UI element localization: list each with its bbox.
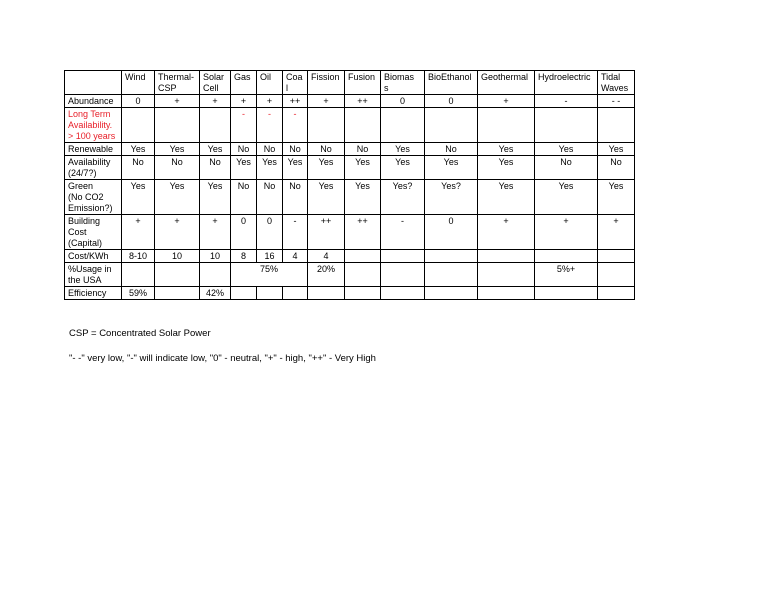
table-cell: + bbox=[598, 215, 635, 250]
table-cell bbox=[381, 287, 425, 300]
row-label: Cost/KWh bbox=[65, 250, 122, 263]
table-cell: + bbox=[122, 215, 155, 250]
table-cell bbox=[478, 263, 535, 287]
table-cell: Yes bbox=[478, 156, 535, 180]
table-cell: Yes bbox=[345, 180, 381, 215]
table-cell bbox=[345, 108, 381, 143]
table-cell: + bbox=[535, 215, 598, 250]
table-cell: Yes bbox=[308, 156, 345, 180]
table-row bbox=[65, 180, 635, 215]
table-cell: Yes bbox=[155, 180, 200, 215]
column-header: Oil bbox=[257, 71, 283, 95]
column-header: Fission bbox=[308, 71, 345, 95]
table-cell bbox=[155, 263, 200, 287]
table-cell: 16 bbox=[257, 250, 283, 263]
table-cell bbox=[257, 287, 283, 300]
table-cell: 8-10 bbox=[122, 250, 155, 263]
table-cell: 0 bbox=[381, 95, 425, 108]
header-row bbox=[65, 71, 635, 95]
table-cell: Yes bbox=[231, 156, 257, 180]
table-cell: No bbox=[231, 143, 257, 156]
table-cell: 0 bbox=[425, 215, 478, 250]
csp-footnote: CSP = Concentrated Solar Power bbox=[69, 328, 211, 339]
table-cell: 0 bbox=[425, 95, 478, 108]
table-cell bbox=[478, 287, 535, 300]
table-cell bbox=[598, 263, 635, 287]
table-cell bbox=[155, 108, 200, 143]
table-cell: Yes bbox=[535, 143, 598, 156]
table-cell: Yes bbox=[200, 180, 231, 215]
table-row bbox=[65, 143, 635, 156]
table-cell bbox=[200, 263, 231, 287]
row-label: %Usage in the USA bbox=[65, 263, 122, 287]
table-cell: No bbox=[257, 143, 283, 156]
column-header: Tidal Waves bbox=[598, 71, 635, 95]
table-cell: 5%+ bbox=[535, 263, 598, 287]
table-cell bbox=[308, 287, 345, 300]
table-cell bbox=[122, 263, 155, 287]
row-label: Renewable bbox=[65, 143, 122, 156]
table-cell bbox=[535, 250, 598, 263]
table-cell: No bbox=[345, 143, 381, 156]
table-cell: No bbox=[425, 143, 478, 156]
column-header: Hydroelectric bbox=[535, 71, 598, 95]
table-cell bbox=[231, 287, 257, 300]
table-cell bbox=[425, 263, 478, 287]
energy-comparison-table bbox=[64, 70, 635, 300]
row-label: Green (No CO2 Emission?) bbox=[65, 180, 122, 215]
table-cell bbox=[381, 250, 425, 263]
table-cell: No bbox=[598, 156, 635, 180]
column-header: Solar Cell bbox=[200, 71, 231, 95]
table-cell: 0 bbox=[231, 215, 257, 250]
table-cell bbox=[381, 108, 425, 143]
table-cell: - bbox=[257, 108, 283, 143]
table-cell bbox=[381, 263, 425, 287]
table-cell: Yes? bbox=[425, 180, 478, 215]
table-cell: Yes bbox=[155, 143, 200, 156]
table-cell: 42% bbox=[200, 287, 231, 300]
table-row bbox=[65, 287, 635, 300]
table-cell: 59% bbox=[122, 287, 155, 300]
table-cell: ++ bbox=[345, 95, 381, 108]
table-cell: - bbox=[283, 215, 308, 250]
table-cell bbox=[598, 250, 635, 263]
row-label: Abundance bbox=[65, 95, 122, 108]
table-cell bbox=[425, 287, 478, 300]
table-cell bbox=[535, 287, 598, 300]
table-cell: 4 bbox=[283, 250, 308, 263]
table-cell bbox=[478, 108, 535, 143]
table-cell: - bbox=[231, 108, 257, 143]
table-cell: Yes? bbox=[381, 180, 425, 215]
table-cell: + bbox=[200, 215, 231, 250]
table-cell bbox=[345, 287, 381, 300]
table-cell: + bbox=[155, 95, 200, 108]
table-cell: + bbox=[478, 215, 535, 250]
table-cell: Yes bbox=[257, 156, 283, 180]
table-cell bbox=[598, 108, 635, 143]
table-row bbox=[65, 263, 635, 287]
table-row bbox=[65, 108, 635, 143]
table-cell: 10 bbox=[200, 250, 231, 263]
table-cell: No bbox=[535, 156, 598, 180]
table-cell: ++ bbox=[308, 215, 345, 250]
row-label: Availability (24/7?) bbox=[65, 156, 122, 180]
table-cell: Yes bbox=[200, 143, 231, 156]
row-label: Efficiency bbox=[65, 287, 122, 300]
table-cell: Yes bbox=[308, 180, 345, 215]
table-cell: No bbox=[122, 156, 155, 180]
table-cell: - bbox=[535, 95, 598, 108]
table-row bbox=[65, 250, 635, 263]
table-cell bbox=[425, 108, 478, 143]
table-cell: Yes bbox=[535, 180, 598, 215]
table-cell bbox=[200, 108, 231, 143]
table-cell: + bbox=[478, 95, 535, 108]
table-cell: No bbox=[257, 180, 283, 215]
table-cell: 10 bbox=[155, 250, 200, 263]
table-cell bbox=[308, 108, 345, 143]
symbol-legend-note: "- -" very low, "-" will indicate low, "0" - neutral, "+" - high, "++" - Very High bbox=[69, 353, 376, 364]
column-header: Thermal- CSP bbox=[155, 71, 200, 95]
table-row bbox=[65, 215, 635, 250]
table-cell: Yes bbox=[598, 180, 635, 215]
table-cell: 75% bbox=[231, 263, 308, 287]
table-cell: Yes bbox=[345, 156, 381, 180]
table-cell bbox=[345, 263, 381, 287]
table-cell: + bbox=[308, 95, 345, 108]
table-cell bbox=[478, 250, 535, 263]
table-cell bbox=[283, 287, 308, 300]
table-cell: ++ bbox=[345, 215, 381, 250]
table-cell bbox=[155, 287, 200, 300]
table-cell bbox=[345, 250, 381, 263]
table-cell: 4 bbox=[308, 250, 345, 263]
table-cell: No bbox=[155, 156, 200, 180]
column-header: Geothermal bbox=[478, 71, 535, 95]
table-row bbox=[65, 156, 635, 180]
table-cell bbox=[535, 108, 598, 143]
table-cell: No bbox=[283, 143, 308, 156]
table-cell: Yes bbox=[478, 143, 535, 156]
table-cell: + bbox=[231, 95, 257, 108]
table-cell: Yes bbox=[122, 143, 155, 156]
table-cell: ++ bbox=[283, 95, 308, 108]
table-cell: + bbox=[200, 95, 231, 108]
column-header: Fusion bbox=[345, 71, 381, 95]
table-cell: 20% bbox=[308, 263, 345, 287]
table-cell: Yes bbox=[425, 156, 478, 180]
table-cell: No bbox=[231, 180, 257, 215]
table-cell: Yes bbox=[381, 156, 425, 180]
table-cell: 0 bbox=[257, 215, 283, 250]
table-cell: Yes bbox=[598, 143, 635, 156]
column-header: Gas bbox=[231, 71, 257, 95]
table-cell: Yes bbox=[122, 180, 155, 215]
table-cell: No bbox=[200, 156, 231, 180]
table-cell: + bbox=[155, 215, 200, 250]
table-cell: - bbox=[381, 215, 425, 250]
table-cell: + bbox=[257, 95, 283, 108]
table-cell: 0 bbox=[122, 95, 155, 108]
table-cell: Yes bbox=[283, 156, 308, 180]
column-header: Coa l bbox=[283, 71, 308, 95]
table-cell: No bbox=[308, 143, 345, 156]
table-cell: 8 bbox=[231, 250, 257, 263]
table-cell: - - bbox=[598, 95, 635, 108]
table-cell bbox=[425, 250, 478, 263]
table-cell: Yes bbox=[478, 180, 535, 215]
table-cell: - bbox=[283, 108, 308, 143]
table-cell bbox=[122, 108, 155, 143]
table-row bbox=[65, 95, 635, 108]
column-header: Biomas s bbox=[381, 71, 425, 95]
column-header: BioEthanol bbox=[425, 71, 478, 95]
row-label: Building Cost (Capital) bbox=[65, 215, 122, 250]
header-corner-cell bbox=[65, 71, 122, 95]
column-header: Wind bbox=[122, 71, 155, 95]
table-cell: Yes bbox=[381, 143, 425, 156]
table-cell: No bbox=[283, 180, 308, 215]
table-cell bbox=[598, 287, 635, 300]
row-label: Long Term Availability. > 100 years bbox=[65, 108, 122, 143]
